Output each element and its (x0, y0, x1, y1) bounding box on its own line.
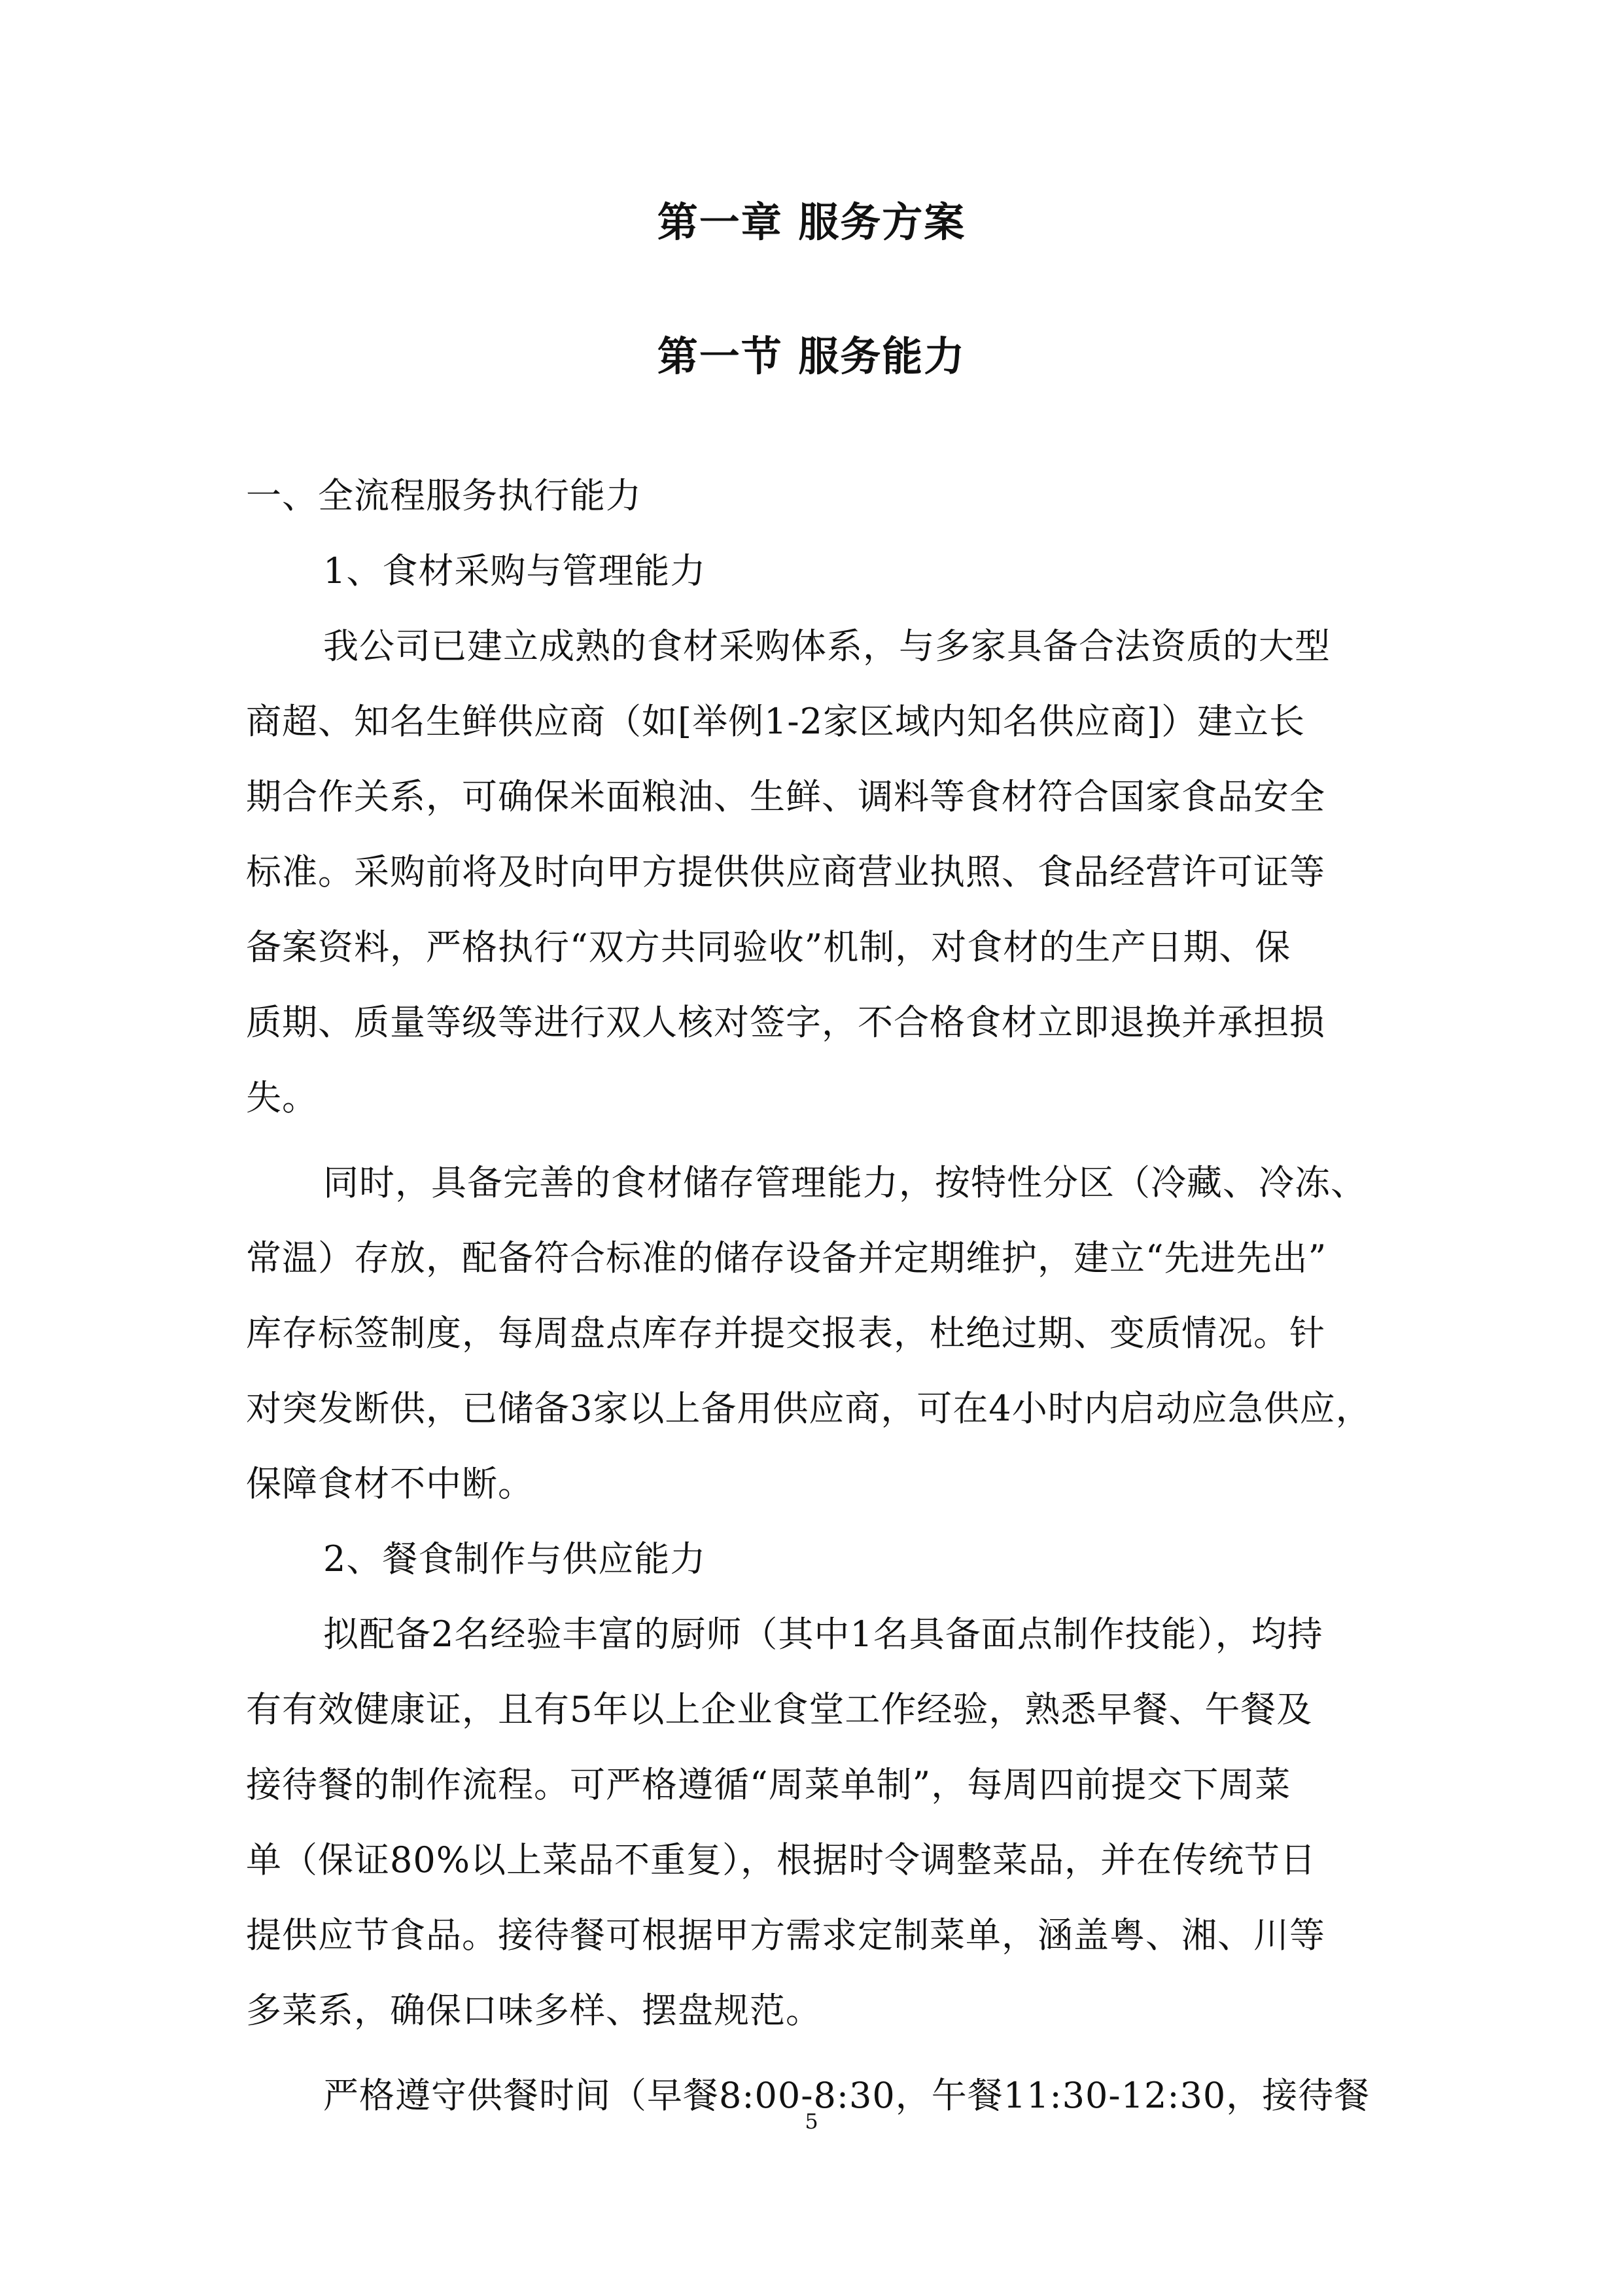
paragraph-line: 多菜系，确保口味多样、摆盘规范。 (246, 1990, 822, 2031)
paragraph-line: 拟配备2名经验丰富的厨师（其中1名具备面点制作技能），均持 (323, 1614, 1323, 1655)
paragraph-line: 对突发断供，已储备3家以上备用供应商，可在4小时内启动应急供应， (246, 1388, 1372, 1429)
paragraph-line: 同时，具备完善的食材储存管理能力，按特性分区（冷藏、冷冻、 (323, 1162, 1367, 1203)
paragraph-line: 常温）存放，配备符合标准的储存设备并定期维护，建立“先进先出” (246, 1237, 1327, 1279)
paragraph-line: 单（保证80%以上菜品不重复），根据时令调整菜品，并在传统节日 (246, 1839, 1317, 1881)
section-title: 第一节 服务能力 (657, 332, 966, 380)
paragraph-storage (246, 1145, 1376, 1521)
subheading-meal-production: 2、餐食制作与供应能力 (323, 1538, 707, 1580)
paragraph-line: 备案资料，严格执行“双方共同验收”机制，对食材的生产日期、保 (246, 927, 1291, 968)
paragraph-line: 严格遵守供餐时间（早餐8:00-8:30，午餐11:30-12:30，接待餐 (323, 2075, 1370, 2116)
paragraph-procurement (246, 609, 1376, 1135)
subheading-food-procurement: 1、食材采购与管理能力 (323, 550, 707, 592)
paragraph-line: 我公司已建立成熟的食材采购体系，与多家具备合法资质的大型 (323, 626, 1331, 667)
paragraph-line: 保障食材不中断。 (246, 1463, 534, 1504)
document-body (246, 458, 1376, 2133)
paragraph-line: 标准。采购前将及时向甲方提供供应商营业执照、食品经营许可证等 (246, 851, 1325, 892)
paragraph-line: 有有效健康证，且有5年以上企业食堂工作经验，熟悉早餐、午餐及 (246, 1689, 1313, 1730)
page-number: 5 (805, 2109, 818, 2134)
paragraph-line: 商超、知名生鲜供应商（如[举例1-2家区域内知名供应商]）建立长 (246, 701, 1306, 742)
paragraph-chefs (246, 1597, 1376, 2048)
paragraph-line: 质期、质量等级等进行双人核对签字，不合格食材立即退换并承担损 (246, 1002, 1325, 1043)
paragraph-line: 接待餐的制作流程。可严格遵循“周菜单制”，每周四前提交下周菜 (246, 1764, 1291, 1805)
paragraph-line: 库存标签制度，每周盘点库存并提交报表，杜绝过期、变质情况。针 (246, 1313, 1325, 1354)
chapter-title: 第一章 服务方案 (657, 198, 966, 246)
paragraph-line: 期合作关系，可确保米面粮油、生鲜、调料等食材符合国家食品安全 (246, 776, 1325, 817)
paragraph-line: 失。 (246, 1077, 318, 1118)
heading-level-1: 一、全流程服务执行能力 (246, 475, 642, 516)
paragraph-line: 提供应节食品。接待餐可根据甲方需求定制菜单，涵盖粤、湘、川等 (246, 1915, 1325, 1956)
